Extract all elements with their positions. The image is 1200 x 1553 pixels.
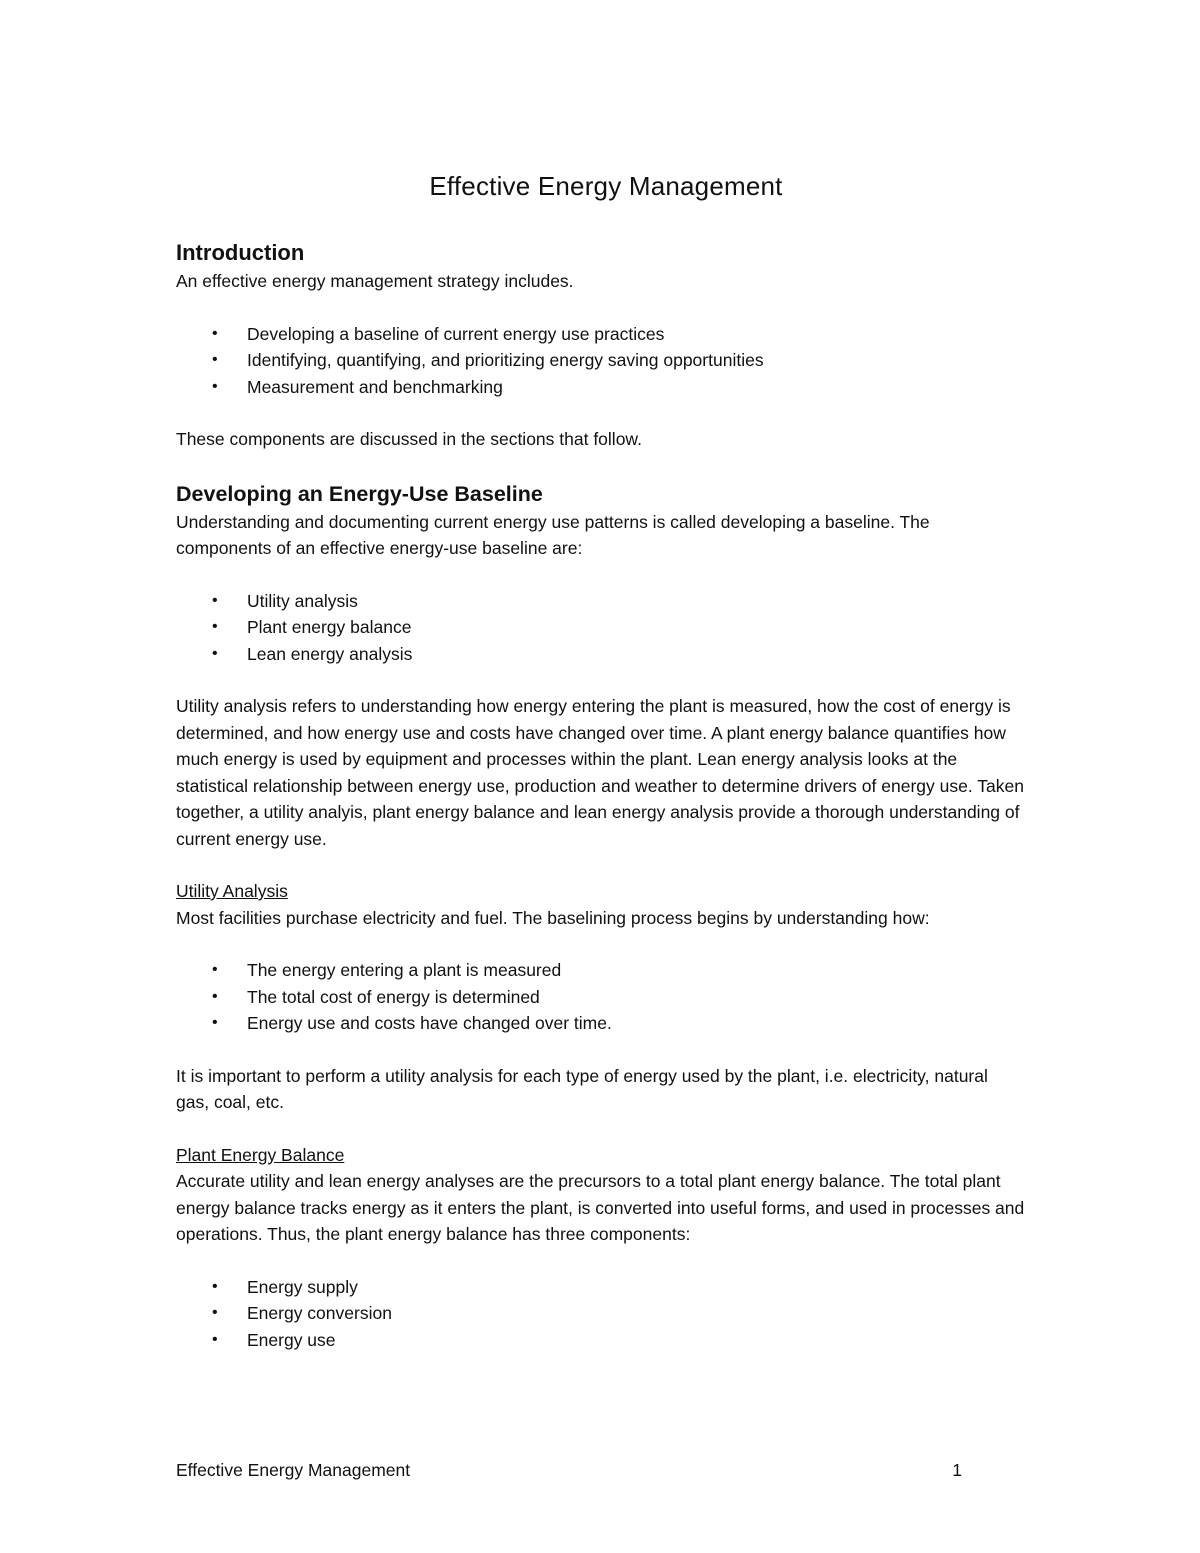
list-item-text: The total cost of energy is determined xyxy=(247,986,540,1007)
list-item-text: Energy supply xyxy=(247,1276,358,1297)
list-item-text: Measurement and benchmarking xyxy=(247,376,503,397)
bullet-icon: • xyxy=(212,351,218,368)
list-item-text: Energy conversion xyxy=(247,1303,392,1323)
bullet-icon: • xyxy=(212,324,218,342)
list-item-text: Energy use xyxy=(247,1329,336,1350)
intro-list xyxy=(176,321,1036,401)
list-item xyxy=(176,374,1036,401)
intro-heading: Introduction xyxy=(176,240,305,265)
list-item-text: Identifying, quantifying, and prioritizing energy saving opportunities xyxy=(247,350,764,370)
bullet-icon: • xyxy=(212,1304,218,1321)
baseline-list xyxy=(176,588,1036,668)
list-item-text: Plant energy balance xyxy=(247,617,412,637)
list-item xyxy=(176,641,1036,668)
bullet-icon: • xyxy=(212,961,218,978)
bullet-icon: • xyxy=(212,644,218,662)
balance-heading: Plant Energy Balance xyxy=(176,1144,345,1165)
intro-closing: These components are discussed in the sections that follow. xyxy=(176,429,642,449)
document-title: Effective Energy Management xyxy=(429,171,783,201)
baseline-heading: Developing an Energy-Use Baseline xyxy=(176,481,543,506)
bullet-icon: • xyxy=(212,377,218,395)
bullet-icon: • xyxy=(212,1277,218,1295)
bullet-icon: • xyxy=(212,618,218,635)
bullet-icon: • xyxy=(212,1014,218,1031)
page-content xyxy=(176,168,1036,1353)
list-item xyxy=(176,1327,1036,1354)
list-item xyxy=(176,321,1036,348)
list-item xyxy=(176,1300,1036,1327)
list-item xyxy=(176,1274,1036,1301)
list-item xyxy=(176,614,1036,641)
baseline-paragraph: Utility analysis refers to understanding how energy entering the plant is measured, how the cost of energy is determined, and how energy use and costs have changed over time. A plant energy balance quantifies how much energy is used by equipment and processes within the plant. Lean energy analysis looks at the statistical relationship between energy use, production and weather to determine drivers of energy use. Taken together, a utility analyis, plant energy balance and lean energy analysis provide a thorough understanding of current energy use. xyxy=(176,696,1024,849)
list-item xyxy=(176,957,1036,984)
list-item-text: Lean energy analysis xyxy=(247,643,413,664)
baseline-lead: Understanding and documenting current energy use patterns is called developing a baseline. The components of an effective energy-use baseline are: xyxy=(176,511,930,558)
utility-heading: Utility Analysis xyxy=(176,881,288,901)
list-item-text: Developing a baseline of current energy use practices xyxy=(247,323,665,344)
list-item-text: The energy entering a plant is measured xyxy=(247,960,562,980)
intro-lead: An effective energy management strategy includes. xyxy=(176,271,574,291)
list-item xyxy=(176,347,1036,374)
list-item-text: Energy use and costs have changed over time. xyxy=(247,1013,612,1033)
utility-closing: It is important to perform a utility analysis for each type of energy used by the plant, i.e. electricity, natural gas, coal, etc. xyxy=(176,1065,988,1112)
bullet-icon: • xyxy=(212,987,218,1005)
balance-list xyxy=(176,1274,1036,1354)
page-footer xyxy=(176,1457,962,1483)
bullet-icon: • xyxy=(212,591,218,609)
utility-lead: Most facilities purchase electricity and fuel. The baselining process begins by understanding how: xyxy=(176,907,930,928)
utility-list xyxy=(176,957,1036,1037)
page-number: 1 xyxy=(952,1460,962,1480)
footer-title: Effective Energy Management xyxy=(176,1460,411,1480)
list-item xyxy=(176,1010,1036,1037)
list-item-text: Utility analysis xyxy=(247,590,358,611)
list-item xyxy=(176,588,1036,615)
bullet-icon: • xyxy=(212,1330,218,1348)
list-item xyxy=(176,984,1036,1011)
balance-lead: Accurate utility and lean energy analyses are the precursors to a total plant energy balance. The total plant energy balance tracks energy as it enters the plant, is converted into useful forms, and used in processes and operations. Thus, the plant energy balance has three components: xyxy=(176,1171,1025,1244)
